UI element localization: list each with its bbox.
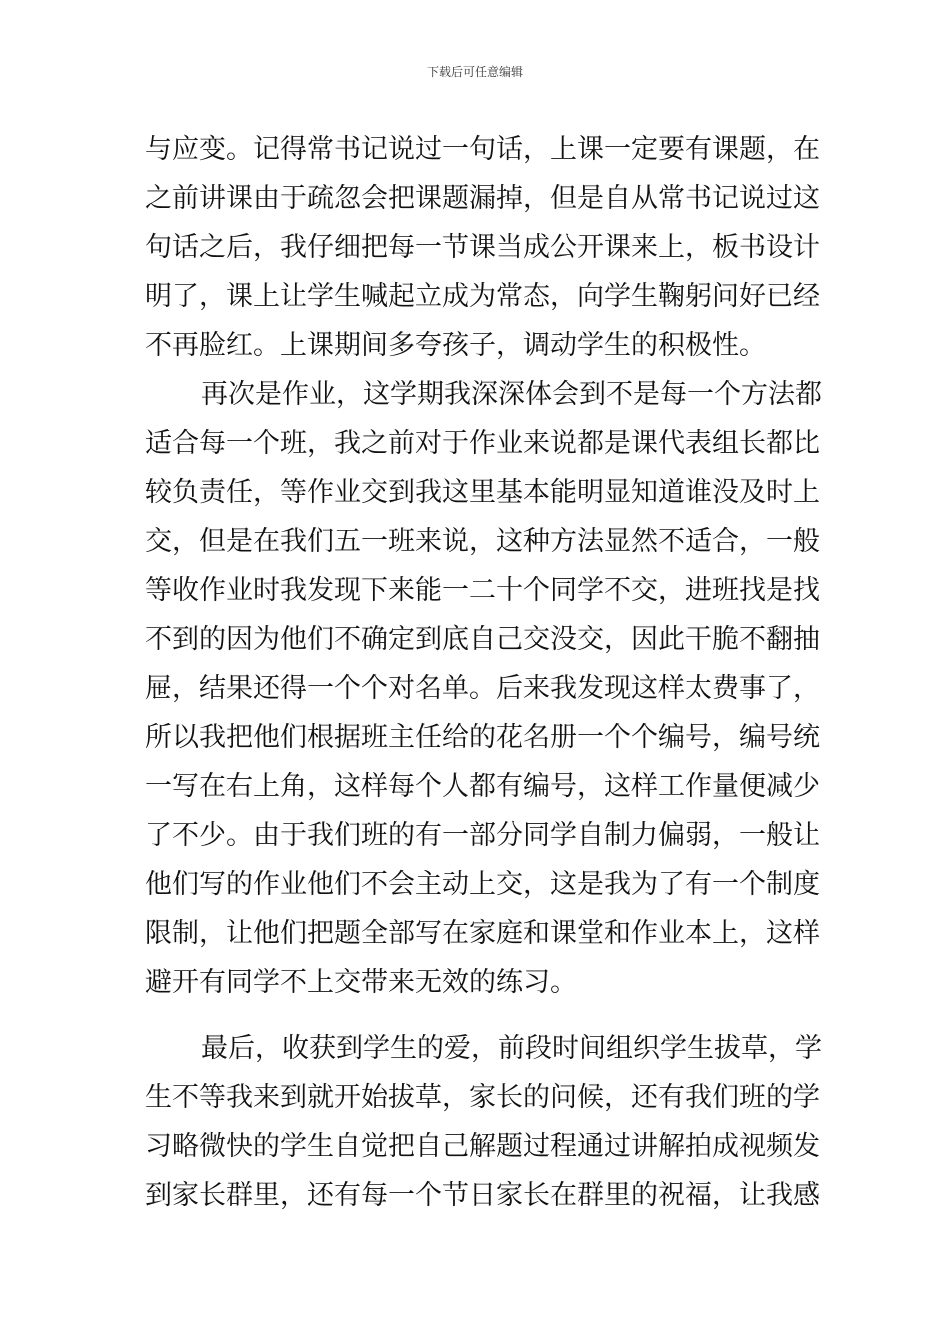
text-line: 所以我把他们根据班主任给的花名册一个个编号，编号统 — [145, 722, 820, 753]
text-line: 习略微快的学生自觉把自己解题过程通过讲解拍成视频发 — [145, 1131, 820, 1162]
text-line: 他们写的作业他们不会主动上交，这是我为了有一个制度 — [145, 869, 820, 900]
page-header: 下载后可任意编辑 — [426, 65, 523, 79]
text-line: 屉，结果还得一个个对名单。后来我发现这样太费事了， — [145, 673, 820, 704]
text-line: 不到的因为他们不确定到底自己交没交，因此干脆不翻抽 — [145, 624, 820, 655]
text-line: 句话之后，我仔细把每一节课当成公开课来上，板书设计 — [145, 232, 820, 263]
text-line: 不再脸红。上课期间多夸孩子，调动学生的积极性。 — [145, 330, 766, 361]
text-line: 到家长群里，还有每一个节日家长在群里的祝福，让我感 — [145, 1180, 820, 1211]
text-line: 了不少。由于我们班的有一部分同学自制力偏弱，一般让 — [145, 820, 820, 851]
text-line: 适合每一个班，我之前对于作业来说都是课代表组长都比 — [145, 428, 820, 459]
paragraph-first-line: 最后，收获到学生的爱，前段时间组织学生拔草，学 — [201, 1033, 822, 1064]
paragraph-first-line: 再次是作业，这学期我深深体会到不是每一个方法都 — [201, 379, 822, 410]
text-line: 交，但是在我们五一班来说，这种方法显然不适合，一般 — [145, 526, 820, 557]
text-line: 明了，课上让学生喊起立成为常态，向学生鞠躬问好已经 — [145, 281, 820, 312]
text-line: 限制，让他们把题全部写在家庭和课堂和作业本上，这样 — [145, 918, 820, 949]
text-line: 生不等我来到就开始拔草，家长的问候，还有我们班的学 — [145, 1082, 820, 1113]
text-line: 与应变。记得常书记说过一句话，上课一定要有课题，在 — [145, 134, 820, 165]
text-line: 之前讲课由于疏忽会把课题漏掉，但是自从常书记说过这 — [145, 183, 820, 214]
text-line: 避开有同学不上交带来无效的练习。 — [145, 967, 577, 998]
text-line: 较负责任，等作业交到我这里基本能明显知道谁没及时上 — [145, 477, 820, 508]
text-line: 等收作业时我发现下来能一二十个同学不交，进班找是找 — [145, 575, 820, 606]
text-line: 一写在右上角，这样每个人都有编号，这样工作量便减少 — [145, 771, 820, 802]
